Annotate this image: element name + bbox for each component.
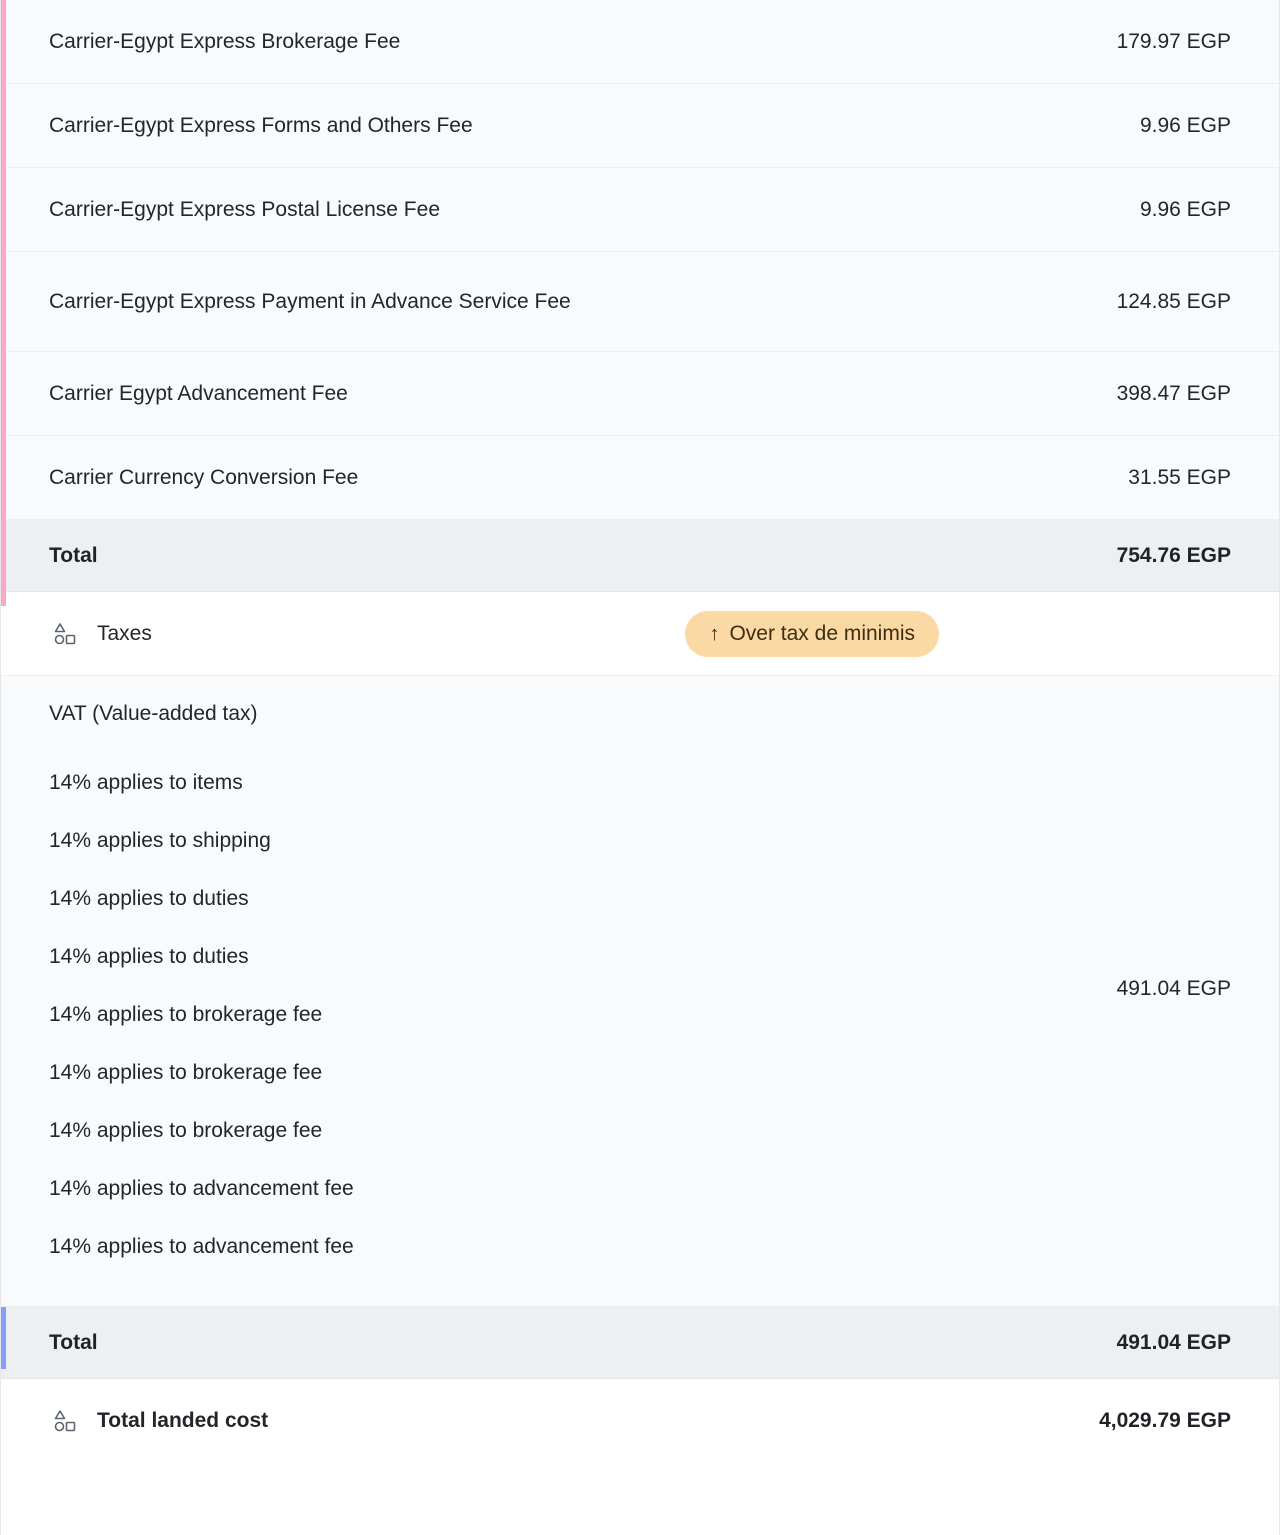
fee-label: Carrier-Egypt Express Payment in Advance Service Fee bbox=[49, 289, 571, 313]
tax-line: 14% applies to shipping bbox=[49, 829, 271, 852]
tax-line: 14% applies to advancement fee bbox=[49, 1177, 354, 1200]
tax-line: 14% applies to items bbox=[49, 771, 243, 794]
fee-label: Carrier Egypt Advancement Fee bbox=[49, 381, 348, 405]
tax-line: 14% applies to brokerage fee bbox=[49, 1003, 323, 1026]
fees-accent-bar bbox=[1, 0, 6, 606]
fee-amount: 398.47 EGP bbox=[1116, 381, 1231, 405]
fee-row bbox=[1, 436, 1279, 520]
tax-line: 14% applies to advancement fee bbox=[49, 1235, 354, 1258]
tax-lines bbox=[49, 702, 354, 1276]
fees-total-row bbox=[1, 520, 1279, 592]
total-landed-cost-amount: 4,029.79 EGP bbox=[1099, 1409, 1231, 1432]
panel-bottom-padding bbox=[1, 1463, 1279, 1535]
fee-label: Carrier-Egypt Express Brokerage Fee bbox=[49, 29, 401, 53]
fee-row bbox=[1, 252, 1279, 352]
tax-line: 14% applies to duties bbox=[49, 945, 249, 968]
fee-label: Carrier-Egypt Express Postal License Fee bbox=[49, 197, 440, 221]
shapes-icon bbox=[49, 1408, 83, 1434]
shapes-icon bbox=[49, 621, 83, 647]
fee-amount: 179.97 EGP bbox=[1116, 29, 1231, 53]
fees-total-amount: 754.76 EGP bbox=[1116, 543, 1231, 567]
fee-amount: 9.96 EGP bbox=[1139, 113, 1231, 137]
fee-row bbox=[1, 84, 1279, 168]
tax-line: 14% applies to brokerage fee bbox=[49, 1061, 323, 1084]
fee-amount: 31.55 EGP bbox=[1128, 465, 1231, 489]
fee-row bbox=[1, 168, 1279, 252]
taxes-section-header[interactable] bbox=[1, 592, 1279, 676]
fee-label: Carrier-Egypt Express Forms and Others Fee bbox=[49, 113, 473, 137]
fee-row bbox=[1, 0, 1279, 84]
tax-line: 14% applies to brokerage fee bbox=[49, 1119, 323, 1142]
tax-line: 14% applies to duties bbox=[49, 887, 249, 910]
status-badge bbox=[685, 611, 939, 657]
fee-label: Carrier Currency Conversion Fee bbox=[49, 465, 359, 489]
fee-row bbox=[1, 352, 1279, 436]
taxes-total-amount: 491.04 EGP bbox=[1116, 1330, 1231, 1354]
total-landed-cost-row bbox=[1, 1379, 1279, 1463]
total-landed-cost-label: Total landed cost bbox=[97, 1409, 269, 1432]
status-badge-label: Over tax de minimis bbox=[729, 621, 915, 645]
fees-total-label: Total bbox=[49, 543, 98, 567]
arrow-up-icon: ↑ bbox=[709, 622, 720, 645]
taxes-total-label: Total bbox=[49, 1330, 98, 1354]
tax-heading: VAT (Value-added tax) bbox=[49, 702, 258, 725]
tax-amount: 491.04 EGP bbox=[1116, 977, 1231, 1000]
fee-amount: 9.96 EGP bbox=[1139, 197, 1231, 221]
taxes-title: Taxes bbox=[97, 621, 152, 645]
tax-detail-block bbox=[1, 676, 1279, 1307]
taxes-total-row bbox=[1, 1307, 1279, 1379]
fee-amount: 124.85 EGP bbox=[1116, 289, 1231, 313]
